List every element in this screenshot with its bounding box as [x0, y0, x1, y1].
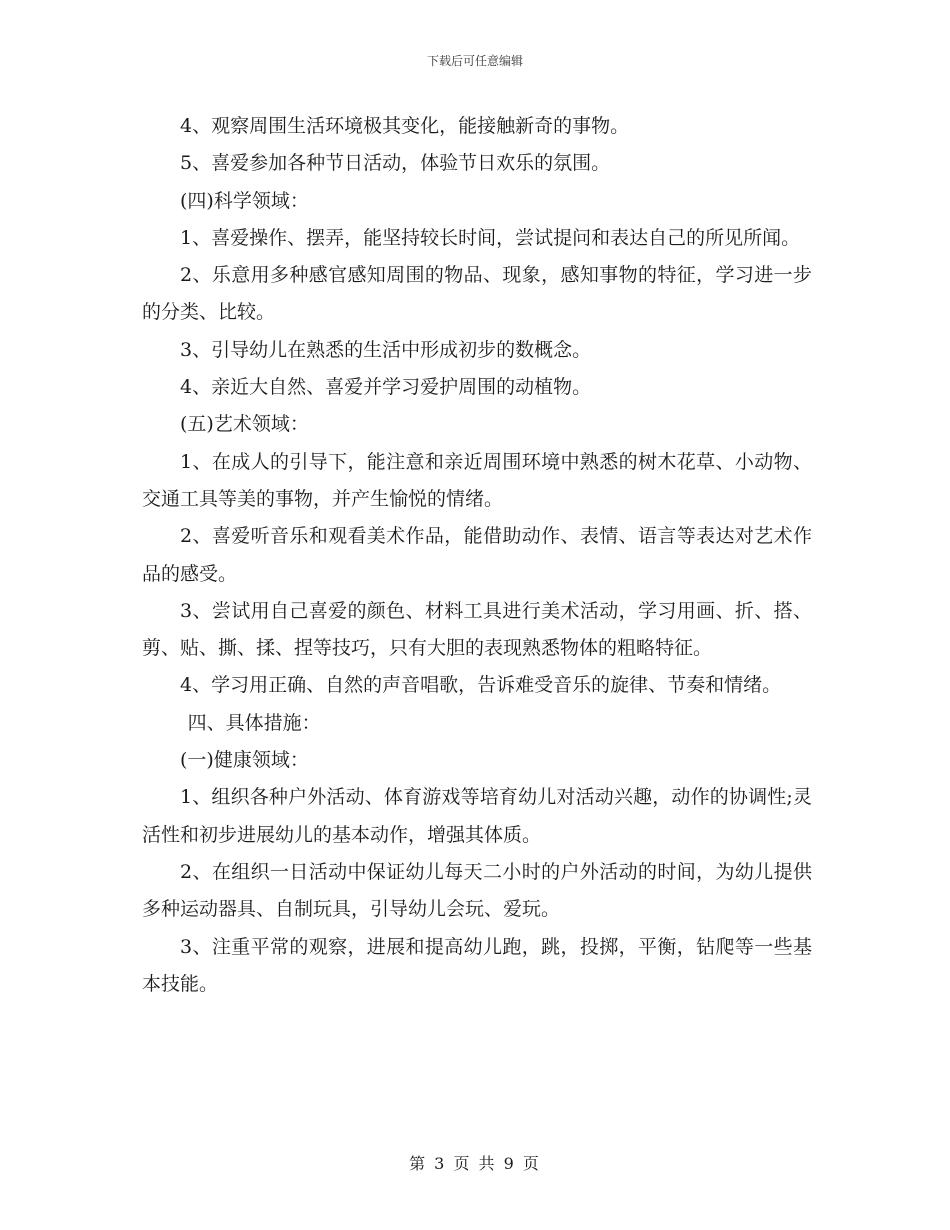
section-heading: (四)科学领域： [180, 189, 309, 212]
paragraph: 5、喜爱参加各种节日活动，体验节日欢乐的氛围。 [180, 152, 611, 175]
paragraph: 4、亲近大自然、喜爱并学习爱护周围的动植物。 [180, 376, 592, 399]
paragraph: 3、注重平常的观察，进展和提高幼儿跑，跳，投掷，平衡，钻爬等一些基本技能。 [142, 935, 812, 995]
paragraph: 1、喜爱操作、摆弄，能坚持较长时间，尝试提问和表达自己的所见所闻。 [180, 226, 801, 249]
paragraph: 4、观察周围生活环境极其变化，能接触新奇的事物。 [180, 115, 630, 137]
paragraph: 2、乐意用多种感官感知周围的物品、现象，感知事物的特征，学习进一步的分类、比较。 [142, 264, 812, 324]
page-header: 下载后可任意编辑 [426, 54, 523, 68]
page-footer: 第 3 页 共 9 页 [409, 1154, 541, 1173]
section-heading: (一)健康领域： [180, 749, 309, 772]
paragraph: 1、组织各种户外活动、体育游戏等培育幼儿对活动兴趣，动作的协调性;灵活性和初步进展幼儿的基本动作，增强其体质。 [142, 786, 812, 846]
chapter-heading: 四、具体措施： [187, 711, 321, 734]
paragraph: 2、喜爱听音乐和观看美术作品，能借助动作、表情、语言等表达对艺术作品的感受。 [142, 525, 812, 585]
paragraph: 2、在组织一日活动中保证幼儿每天二小时的户外活动的时间，为幼儿提供多种运动器具、自制玩具，引导幼儿会玩、爱玩。 [142, 860, 812, 921]
document-body [142, 108, 812, 1003]
paragraph: 4、学习用正确、自然的声音唱歌，告诉难受音乐的旋律、节奏和情绪。 [180, 674, 782, 697]
paragraph: 3、引导幼儿在熟悉的生活中形成初步的数概念。 [180, 338, 592, 361]
paragraph: 3、尝试用自己喜爱的颜色、材料工具进行美术活动，学习用画、折、搭、剪、贴、撕、揉、捏等技巧，只有大胆的表现熟悉物体的粗略特征。 [142, 599, 812, 660]
section-heading: (五)艺术领域： [180, 413, 309, 436]
paragraph: 1、在成人的引导下，能注意和亲近周围环境中熟悉的树木花草、小动物、交通工具等美的事物，并产生愉悦的情绪。 [142, 450, 812, 510]
